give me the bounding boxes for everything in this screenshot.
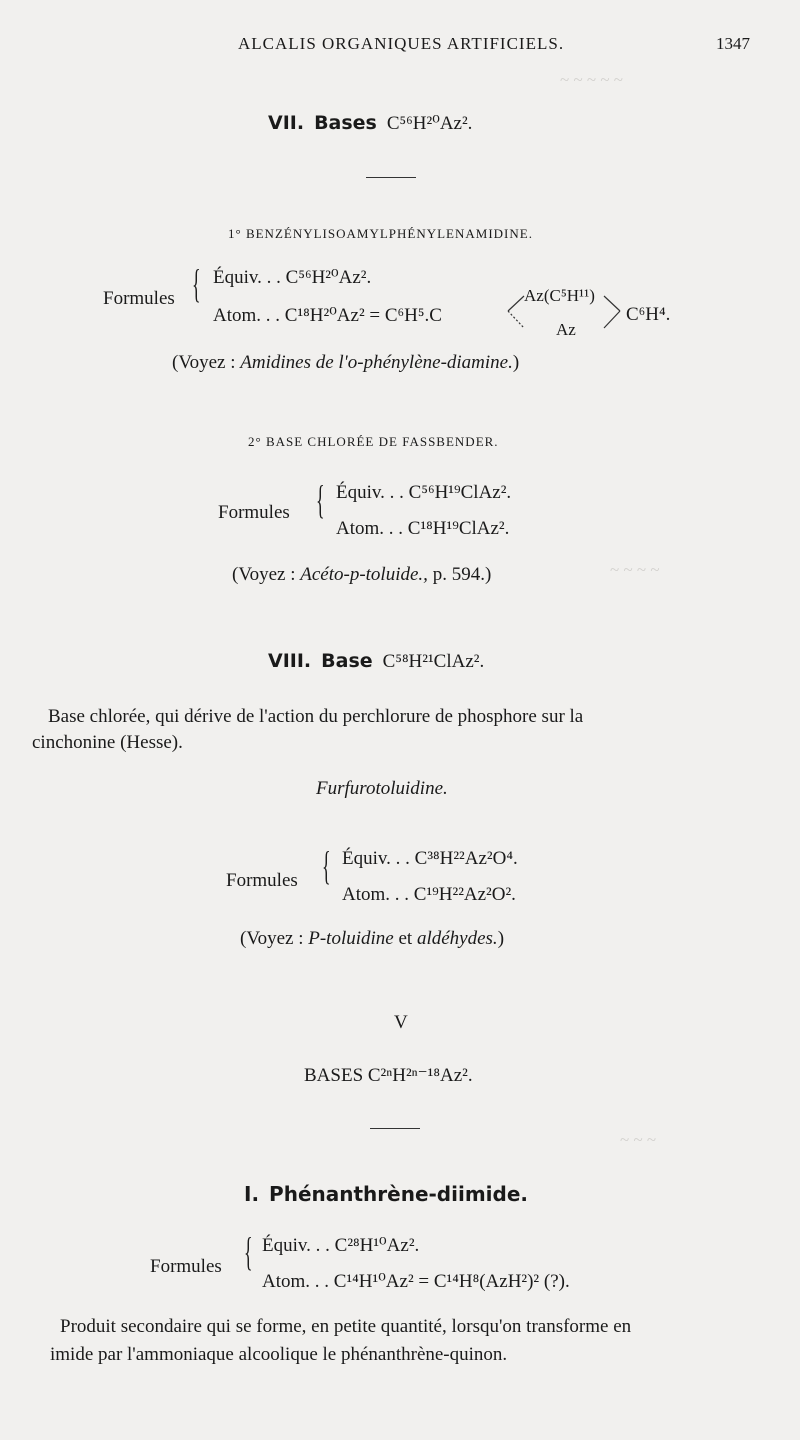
- section-word: Phénanthrène-diimide.: [269, 1182, 529, 1206]
- running-header: ALCALIS ORGANIQUES ARTIFICIELS.: [238, 34, 565, 53]
- paragraph-line: imide par l'ammoniaque alcoolique le phénanthrène-quinon.: [50, 1344, 508, 1365]
- atom-formula: Atom. . . C¹⁸H²⁰Az² = C⁶H⁵.C: [213, 305, 442, 326]
- voyez-italic: Amidines de l'o-phénylène-diamine.: [240, 352, 513, 373]
- section-number: I.: [244, 1182, 260, 1206]
- equiv-formula: Équiv. . . C⁵⁶H¹⁹ClAz².: [336, 482, 512, 503]
- section-number: VII.: [268, 112, 305, 134]
- voyez-italic: P-toluidine: [308, 928, 394, 949]
- show-through-text: ~ ~ ~ ~ ~: [560, 70, 623, 89]
- show-through-text: ~ ~ ~: [620, 1130, 657, 1149]
- atom-formula: Atom. . . C¹⁹H²²Az²O².: [342, 884, 516, 905]
- voyez-italic: aldéhydes.: [416, 928, 498, 949]
- section-vii-heading: [268, 112, 472, 135]
- voyez-prefix: (Voyez :: [240, 928, 309, 949]
- voyez-mid: et: [393, 928, 417, 949]
- section-word: Bases: [314, 112, 377, 134]
- paragraph-line: cinchonine (Hesse).: [32, 732, 183, 753]
- paragraph-line: Base chlorée, qui dérive de l'action du perchlorure de phosphore sur la: [48, 706, 584, 727]
- part-title: BASES C²ⁿH²ⁿ⁻¹⁸Az².: [304, 1065, 473, 1086]
- equiv-formula: Équiv. . . C²⁸H¹⁰Az².: [262, 1235, 420, 1256]
- subsection-title: 1° BENZÉNYLISOAMYLPHÉNYLENAMIDINE.: [228, 226, 533, 241]
- subsection-title: 2° BASE CHLORÉE DE FASSBENDER.: [248, 434, 499, 449]
- section-number: VIII.: [268, 650, 312, 672]
- formulas-label: Formules: [103, 288, 175, 309]
- brace: {: [316, 477, 325, 522]
- voyez-reference: [172, 352, 519, 374]
- page-number: 1347: [716, 34, 750, 53]
- voyez-suffix: ): [497, 928, 505, 949]
- section-formula: C⁵⁸H²¹ClAz².: [382, 651, 485, 672]
- az-bottom: Az: [556, 320, 576, 339]
- formulas-label: Formules: [226, 870, 298, 891]
- atom-formula: Atom. . . C¹⁸H¹⁹ClAz².: [336, 518, 510, 539]
- part-roman-numeral: V: [394, 1012, 408, 1033]
- atom-formula: Atom. . . C¹⁴H¹⁰Az² = C¹⁴H⁸(AzH²)² (?).: [262, 1271, 570, 1292]
- equiv-formula: Équiv. . . C⁵⁶H²⁰Az².: [213, 267, 372, 288]
- brace: {: [244, 1229, 253, 1274]
- voyez-prefix: (Voyez :: [232, 564, 301, 585]
- separator-rule: [370, 1128, 420, 1129]
- show-through-text: ~ ~ ~ ~: [610, 560, 660, 579]
- compound-title: Furfurotoluidine.: [316, 778, 448, 799]
- equiv-formula: Équiv. . . C³⁸H²²Az²O⁴.: [342, 848, 518, 869]
- voyez-prefix: (Voyez :: [172, 352, 241, 373]
- voyez-reference: [240, 928, 504, 950]
- section-viii-heading: [268, 650, 484, 673]
- paragraph-line: Produit secondaire qui se forme, en petite quantité, lorsqu'on transforme en: [60, 1316, 632, 1337]
- brace: {: [322, 843, 331, 888]
- section-word: Base: [321, 650, 373, 672]
- formulas-label: Formules: [218, 502, 290, 523]
- voyez-suffix: ): [512, 352, 520, 373]
- section-formula: C⁵⁶H²⁰Az².: [386, 113, 473, 134]
- separator-rule: [366, 177, 416, 178]
- formulas-label: Formules: [150, 1256, 222, 1277]
- az-top: Az(C⁵H¹¹): [524, 286, 595, 305]
- voyez-italic: Acéto-p-toluide.,: [300, 564, 428, 585]
- section-i-heading: [244, 1182, 528, 1206]
- c6h4-group: C⁶H⁴.: [626, 304, 671, 325]
- brace: {: [192, 261, 201, 306]
- voyez-reference: [232, 564, 491, 586]
- voyez-suffix: p. 594.): [427, 564, 492, 585]
